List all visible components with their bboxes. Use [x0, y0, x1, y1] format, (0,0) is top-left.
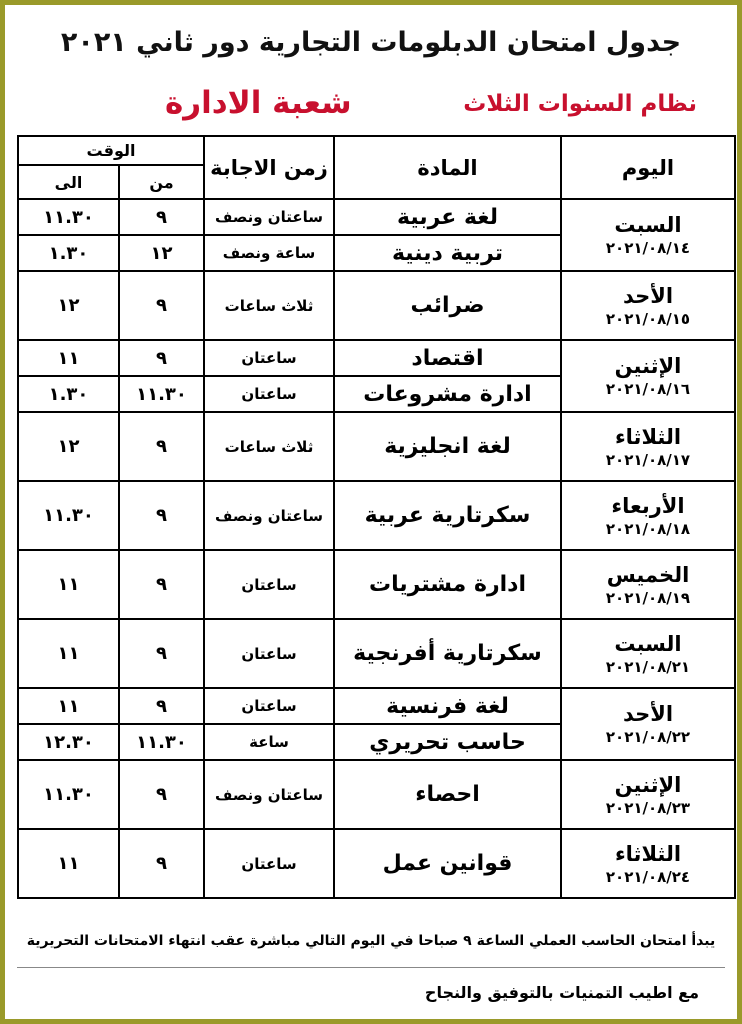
table-row [18, 619, 735, 688]
from-time-cell: ٩ [119, 340, 204, 376]
to-time-cell: ١١ [18, 550, 119, 619]
schedule-body [18, 199, 735, 898]
to-time-cell: ١١.٣٠ [18, 199, 119, 235]
table-row [18, 340, 735, 376]
duration-cell: ساعتان [204, 376, 334, 412]
to-time-cell: ١١ [18, 688, 119, 724]
from-time-cell: ٩ [119, 481, 204, 550]
system-subtitle: نظام السنوات الثلاث [463, 91, 697, 117]
from-time-cell: ١٢ [119, 235, 204, 271]
duration-cell: ساعتان ونصف [204, 199, 334, 235]
to-time-cell: ١٢ [18, 412, 119, 481]
from-time-cell: ١١.٣٠ [119, 376, 204, 412]
day-name: الأربعاء [611, 493, 685, 518]
duration-cell: ثلاث ساعات [204, 271, 334, 340]
duration-cell: ساعتان [204, 829, 334, 898]
day-date: ٢٠٢١/٠٨/١٧ [605, 450, 691, 469]
duration-cell: ساعتان [204, 550, 334, 619]
duration-cell: ساعتان [204, 619, 334, 688]
day-cell [561, 829, 735, 898]
subject-cell: ضرائب [334, 271, 561, 340]
day-date: ٢٠٢١/٠٨/١٥ [605, 309, 691, 328]
schedule-table [17, 135, 736, 899]
table-row [18, 760, 735, 829]
duration-cell: ساعتان ونصف [204, 481, 334, 550]
day-date: ٢٠٢١/٠٨/١٨ [605, 519, 691, 538]
subject-cell: لغة انجليزية [334, 412, 561, 481]
day-name: الثلاثاء [614, 424, 682, 449]
day-cell [561, 619, 735, 688]
from-time-cell: ٩ [119, 412, 204, 481]
divider [17, 967, 725, 968]
table-row [18, 412, 735, 481]
header-subject: المادة [334, 136, 561, 199]
day-name: الثلاثاء [614, 841, 682, 866]
table-row [18, 550, 735, 619]
from-time-cell: ٩ [119, 271, 204, 340]
table-row [18, 829, 735, 898]
day-name: السبت [614, 213, 682, 237]
duration-cell: ثلاث ساعات [204, 412, 334, 481]
subject-cell: احصاء [334, 760, 561, 829]
subject-cell: اقتصاد [334, 340, 561, 376]
subject-cell: حاسب تحريري [334, 724, 561, 760]
from-time-cell: ٩ [119, 760, 204, 829]
day-cell [561, 688, 735, 760]
duration-cell: ساعة [204, 724, 334, 760]
closing-wishes: مع اطيب التمنيات بالتوفيق والنجاح [424, 983, 699, 1002]
subject-cell: سكرتارية عربية [334, 481, 561, 550]
to-time-cell: ١١ [18, 340, 119, 376]
from-time-cell: ٩ [119, 199, 204, 235]
table-row [18, 481, 735, 550]
day-cell [561, 271, 735, 340]
subject-cell: تربية دينية [334, 235, 561, 271]
from-time-cell: ٩ [119, 550, 204, 619]
to-time-cell: ١.٣٠ [18, 376, 119, 412]
to-time-cell: ١٢.٣٠ [18, 724, 119, 760]
subject-cell: ادارة مشتريات [334, 550, 561, 619]
duration-cell: ساعتان [204, 688, 334, 724]
table-row [18, 271, 735, 340]
day-date: ٢٠٢١/٠٨/٢٣ [605, 798, 691, 817]
from-time-cell: ١١.٣٠ [119, 724, 204, 760]
header-time: الوقت [18, 136, 204, 165]
practical-exam-note: يبدأ امتحان الحاسب العملي الساعة ٩ صباحا في اليوم التالي مباشرة عقب انتهاء الامتحانات التحريرية [26, 933, 716, 949]
page-title: جدول امتحان الدبلومات التجارية دور ثاني ٢٠٢١ [60, 27, 682, 58]
duration-cell: ساعة ونصف [204, 235, 334, 271]
day-name: الإثنين [614, 772, 682, 797]
subject-cell: لغة عربية [334, 199, 561, 235]
day-cell [561, 481, 735, 550]
header-to: الى [18, 165, 119, 199]
day-name: الإثنين [614, 354, 682, 378]
from-time-cell: ٩ [119, 829, 204, 898]
subject-cell: ادارة مشروعات [334, 376, 561, 412]
day-date: ٢٠٢١/٠٨/١٩ [605, 588, 691, 607]
table-row [18, 688, 735, 724]
day-name: الخميس [606, 562, 690, 587]
to-time-cell: ١١.٣٠ [18, 481, 119, 550]
table-row [18, 199, 735, 235]
day-cell [561, 760, 735, 829]
duration-cell: ساعتان [204, 340, 334, 376]
day-date: ٢٠٢١/٠٨/٢٤ [605, 867, 691, 886]
subject-cell: قوانين عمل [334, 829, 561, 898]
day-date: ٢٠٢١/٠٨/١٤ [605, 239, 691, 257]
day-name: السبت [614, 631, 682, 656]
day-name: الأحد [622, 283, 674, 308]
from-time-cell: ٩ [119, 688, 204, 724]
day-date: ٢٠٢١/٠٨/١٦ [605, 380, 691, 398]
division-subtitle: شعبة الادارة [165, 85, 352, 121]
to-time-cell: ١.٣٠ [18, 235, 119, 271]
from-time-cell: ٩ [119, 619, 204, 688]
to-time-cell: ١٢ [18, 271, 119, 340]
day-cell [561, 412, 735, 481]
duration-cell: ساعتان ونصف [204, 760, 334, 829]
header-day: اليوم [561, 136, 735, 199]
day-cell [561, 550, 735, 619]
day-date: ٢٠٢١/٠٨/٢١ [605, 657, 691, 676]
day-name: الأحد [622, 702, 674, 726]
day-cell [561, 340, 735, 412]
to-time-cell: ١١.٣٠ [18, 760, 119, 829]
to-time-cell: ١١ [18, 619, 119, 688]
day-cell [561, 199, 735, 271]
subject-cell: لغة فرنسية [334, 688, 561, 724]
header-duration: زمن الاجابة [204, 136, 334, 199]
subject-cell: سكرتارية أفرنجية [334, 619, 561, 688]
to-time-cell: ١١ [18, 829, 119, 898]
day-date: ٢٠٢١/٠٨/٢٢ [605, 728, 691, 746]
header-from: من [119, 165, 204, 199]
